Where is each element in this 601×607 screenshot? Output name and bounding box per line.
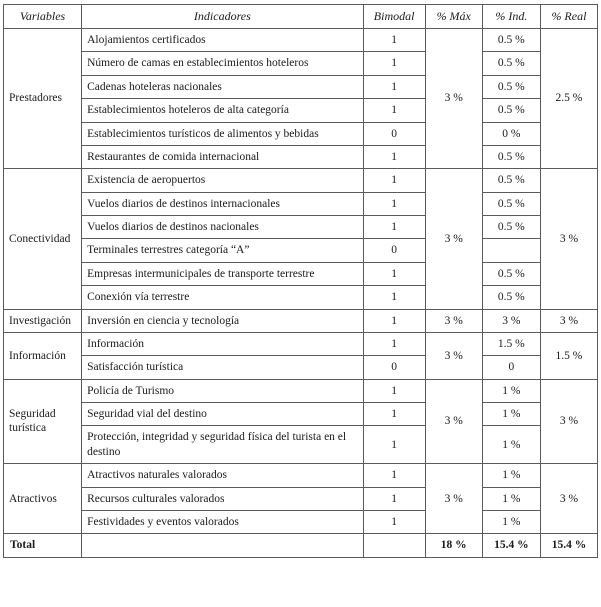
table-row (4, 510, 598, 533)
column-header-real: % Real (540, 5, 597, 29)
indicator-percent-cell: 0.5 % (482, 216, 540, 239)
indicators-table (3, 4, 598, 558)
bimodal-cell: 1 (363, 464, 425, 487)
indicator-cell: Cadenas hoteleras nacionales (82, 75, 363, 98)
table-row (4, 487, 598, 510)
total-real-cell: 15.4 % (540, 534, 597, 557)
table-body (4, 29, 598, 558)
bimodal-cell: 0 (363, 356, 425, 379)
max-percent-cell: 3 % (425, 309, 482, 332)
indicator-percent-cell: 0.5 % (482, 52, 540, 75)
indicator-cell: Vuelos diarios de destinos nacionales (82, 216, 363, 239)
max-percent-cell: 3 % (425, 169, 482, 309)
bimodal-cell: 1 (363, 216, 425, 239)
column-header-bimodal: Bimodal (363, 5, 425, 29)
table-row (4, 379, 598, 402)
max-percent-cell: 3 % (425, 464, 482, 534)
indicator-cell: Festividades y eventos valorados (82, 510, 363, 533)
indicator-percent-cell: 0.5 % (482, 29, 540, 52)
bimodal-cell: 1 (363, 403, 425, 426)
indicator-percent-cell: 0.5 % (482, 192, 540, 215)
real-percent-cell: 3 % (540, 309, 597, 332)
table-row (4, 192, 598, 215)
indicator-cell: Alojamientos certificados (82, 29, 363, 52)
indicator-cell: Recursos culturales valorados (82, 487, 363, 510)
indicator-cell: Protección, integridad y seguridad física del turista en el destino (82, 426, 363, 464)
total-indicator-cell (82, 534, 363, 557)
indicator-cell: Existencia de aeropuertos (82, 169, 363, 192)
indicator-percent-cell: 0 (482, 356, 540, 379)
indicator-cell: Número de camas en establecimientos hoteleros (82, 52, 363, 75)
bimodal-cell: 1 (363, 75, 425, 98)
table-row (4, 356, 598, 379)
bimodal-cell: 1 (363, 426, 425, 464)
indicator-percent-cell: 0.5 % (482, 99, 540, 122)
indicator-percent-cell: 0.5 % (482, 286, 540, 309)
indicator-percent-cell: 1 % (482, 379, 540, 402)
indicator-percent-cell: 0 % (482, 122, 540, 145)
indicator-percent-cell: 0.5 % (482, 169, 540, 192)
indicator-percent-cell: 0.5 % (482, 145, 540, 168)
variable-cell: Conectividad (4, 169, 82, 309)
real-percent-cell: 3 % (540, 379, 597, 464)
table-row (4, 403, 598, 426)
indicator-cell: Establecimientos turísticos de alimentos y bebidas (82, 122, 363, 145)
table-row (4, 122, 598, 145)
indicator-cell: Policía de Turismo (82, 379, 363, 402)
real-percent-cell: 1.5 % (540, 332, 597, 379)
bimodal-cell: 1 (363, 332, 425, 355)
max-percent-cell: 3 % (425, 332, 482, 379)
bimodal-cell: 1 (363, 99, 425, 122)
variable-cell: Prestadores (4, 29, 82, 169)
bimodal-cell: 1 (363, 262, 425, 285)
indicator-cell: Empresas intermunicipales de transporte terrestre (82, 262, 363, 285)
indicator-cell: Seguridad vial del destino (82, 403, 363, 426)
total-max-cell: 18 % (425, 534, 482, 557)
total-row (4, 534, 598, 557)
column-header-indicadores: Indicadores (82, 5, 363, 29)
bimodal-cell: 1 (363, 510, 425, 533)
table-row (4, 75, 598, 98)
indicator-cell: Vuelos diarios de destinos internacionales (82, 192, 363, 215)
indicator-percent-cell (482, 239, 540, 262)
bimodal-cell: 1 (363, 286, 425, 309)
indicator-cell: Satisfacción turística (82, 356, 363, 379)
indicator-percent-cell: 0.5 % (482, 262, 540, 285)
bimodal-cell: 1 (363, 52, 425, 75)
table-row (4, 216, 598, 239)
table-row (4, 332, 598, 355)
table-row (4, 239, 598, 262)
total-label-cell: Total (4, 534, 82, 557)
variable-cell: Información (4, 332, 82, 379)
table-row (4, 29, 598, 52)
table-row (4, 262, 598, 285)
real-percent-cell: 3 % (540, 169, 597, 309)
variable-cell: Seguridad turística (4, 379, 82, 464)
table-header (4, 5, 598, 29)
column-header-ind: % Ind. (482, 5, 540, 29)
table-row (4, 169, 598, 192)
indicator-cell: Información (82, 332, 363, 355)
bimodal-cell: 1 (363, 169, 425, 192)
indicator-cell: Inversión en ciencia y tecnología (82, 309, 363, 332)
column-header-variables: Variables (4, 5, 82, 29)
indicator-percent-cell: 1.5 % (482, 332, 540, 355)
real-percent-cell: 3 % (540, 464, 597, 534)
indicator-percent-cell: 0.5 % (482, 75, 540, 98)
indicator-percent-cell: 1 % (482, 510, 540, 533)
table-row (4, 426, 598, 464)
table-row (4, 52, 598, 75)
total-ind-cell: 15.4 % (482, 534, 540, 557)
variable-cell: Atractivos (4, 464, 82, 534)
indicator-cell: Atractivos naturales valorados (82, 464, 363, 487)
table-row (4, 286, 598, 309)
indicator-percent-cell: 1 % (482, 426, 540, 464)
bimodal-cell: 1 (363, 487, 425, 510)
table-row (4, 309, 598, 332)
bimodal-cell: 1 (363, 379, 425, 402)
bimodal-cell: 0 (363, 239, 425, 262)
real-percent-cell: 2.5 % (540, 29, 597, 169)
total-bimodal-cell (363, 534, 425, 557)
variable-cell: Investigación (4, 309, 82, 332)
indicator-cell: Terminales terrestres categoría “A” (82, 239, 363, 262)
bimodal-cell: 1 (363, 145, 425, 168)
indicator-percent-cell: 1 % (482, 464, 540, 487)
header-row (4, 5, 598, 29)
max-percent-cell: 3 % (425, 379, 482, 464)
table-row (4, 145, 598, 168)
bimodal-cell: 1 (363, 29, 425, 52)
bimodal-cell: 1 (363, 309, 425, 332)
indicator-percent-cell: 3 % (482, 309, 540, 332)
indicator-percent-cell: 1 % (482, 403, 540, 426)
table-row (4, 99, 598, 122)
indicator-percent-cell: 1 % (482, 487, 540, 510)
column-header-max: % Máx (425, 5, 482, 29)
indicator-cell: Restaurantes de comida internacional (82, 145, 363, 168)
bimodal-cell: 1 (363, 192, 425, 215)
max-percent-cell: 3 % (425, 29, 482, 169)
indicator-cell: Conexión vía terrestre (82, 286, 363, 309)
indicator-cell: Establecimientos hoteleros de alta categoría (82, 99, 363, 122)
bimodal-cell: 0 (363, 122, 425, 145)
table-row (4, 464, 598, 487)
